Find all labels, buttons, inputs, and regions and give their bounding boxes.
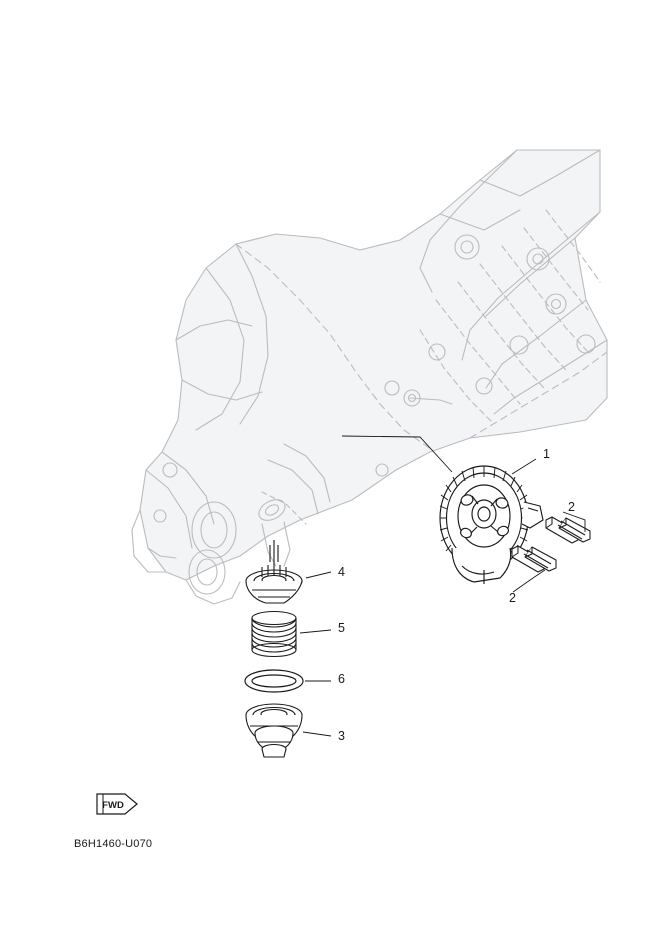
callout-label-4: 4	[338, 565, 345, 579]
pump-body	[452, 548, 511, 584]
callout-label-2-upper: 2	[568, 500, 575, 514]
callout-label-5: 5	[338, 621, 345, 635]
pump-mount-flange	[522, 502, 543, 528]
fwd-arrow-icon	[95, 790, 139, 818]
callout-label-1: 1	[543, 447, 550, 461]
oil-strainer-housing	[246, 704, 302, 757]
crankcase-ghost-illustration	[132, 150, 607, 604]
o-ring	[245, 670, 303, 692]
callout-label-6: 6	[338, 672, 345, 686]
callout-label-3: 3	[338, 729, 345, 743]
callout-label-2-lower: 2	[509, 591, 516, 605]
relief-spring	[252, 612, 296, 657]
forward-direction-badge	[95, 790, 139, 818]
figure-part-code: B6H1460-U070	[74, 838, 153, 850]
fwd-text: FWD	[102, 800, 124, 811]
bolt-upper	[546, 517, 590, 543]
bolt-lower	[512, 546, 556, 572]
gear-hub	[458, 485, 510, 547]
strainer-cap	[246, 540, 302, 603]
